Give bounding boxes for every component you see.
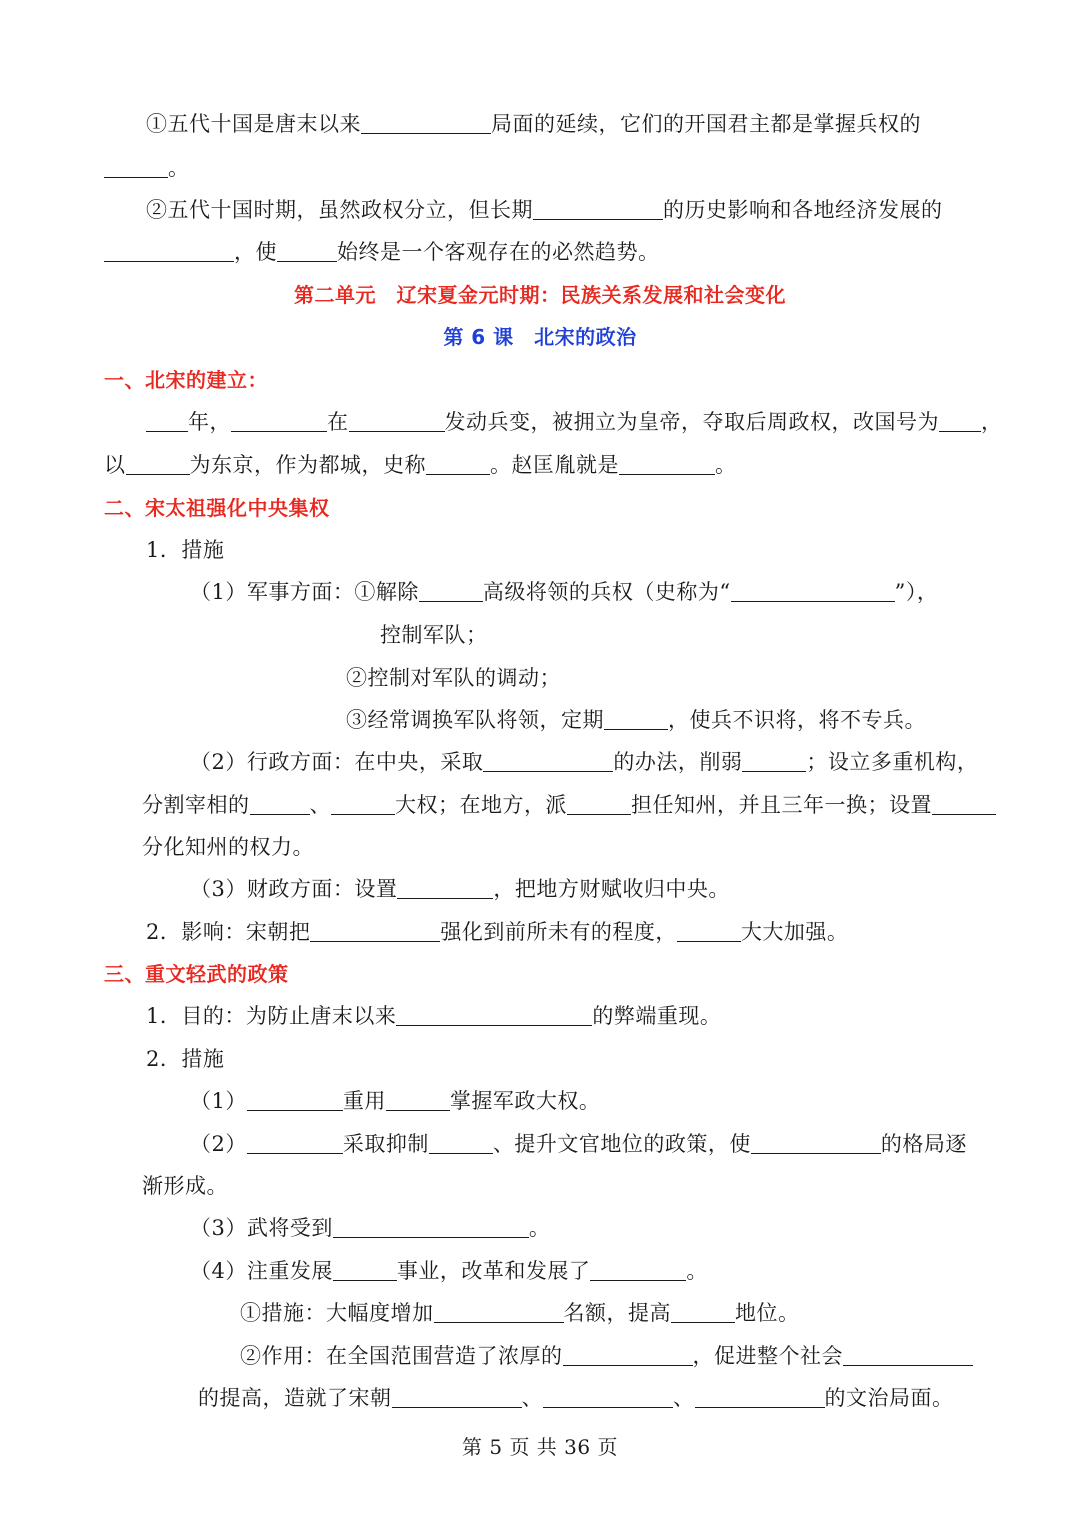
text: 的办法，削弱 bbox=[613, 750, 743, 774]
blank[interactable] bbox=[677, 919, 741, 942]
blank[interactable] bbox=[742, 749, 806, 772]
s2-measures-label: 1．措施 bbox=[146, 538, 225, 562]
text: 。 bbox=[528, 1216, 551, 1240]
blank[interactable] bbox=[349, 409, 445, 432]
text: 。 bbox=[168, 156, 190, 180]
text: （3）武将受到 bbox=[190, 1216, 333, 1240]
blank[interactable] bbox=[434, 1300, 564, 1323]
text: 名额，提高 bbox=[563, 1301, 671, 1325]
s2-military-line bbox=[190, 578, 938, 606]
blank[interactable] bbox=[695, 1385, 825, 1408]
blank[interactable] bbox=[671, 1300, 735, 1323]
text: 在 bbox=[327, 410, 349, 434]
text: 大权；在地方，派 bbox=[395, 793, 567, 817]
text: 的历史影响和各地经济发展的 bbox=[663, 198, 943, 222]
s2-impact-line bbox=[146, 918, 848, 946]
text: 局面的延续，它们的开国君主都是掌握兵权的 bbox=[491, 112, 921, 136]
text: 地位。 bbox=[735, 1301, 800, 1325]
text: 。赵匡胤就是 bbox=[490, 453, 619, 477]
text: 为东京，作为都城，史称 bbox=[189, 453, 426, 477]
s3-measure-4-2 bbox=[240, 1342, 973, 1370]
blank[interactable] bbox=[247, 1131, 343, 1154]
text: 、提升文官地位的政策，使 bbox=[492, 1132, 751, 1156]
text: ， bbox=[981, 410, 1003, 434]
blank[interactable] bbox=[386, 1088, 450, 1111]
blank[interactable] bbox=[126, 452, 190, 475]
blank[interactable] bbox=[543, 1385, 673, 1408]
text: 采取抑制 bbox=[342, 1132, 429, 1156]
intro-line-3 bbox=[146, 196, 943, 224]
page-number: 第 5 页 共 36 页 bbox=[462, 1435, 618, 1459]
text: 的格局逐 bbox=[880, 1132, 967, 1156]
s3-measure-2-cont: 渐形成。 bbox=[142, 1174, 228, 1198]
blank[interactable] bbox=[250, 792, 310, 815]
text: 分割宰相的 bbox=[142, 793, 250, 817]
text: ；设立多重机构， bbox=[806, 750, 979, 774]
s3-measure-2 bbox=[190, 1130, 967, 1158]
text: ，促进整个社会 bbox=[692, 1344, 843, 1368]
s3-measure-4-1 bbox=[240, 1299, 800, 1327]
text: ③经常调换军队将领，定期 bbox=[346, 708, 604, 732]
text: 的文治局面。 bbox=[824, 1386, 954, 1410]
text: 始终是一个客观存在的必然趋势。 bbox=[337, 240, 660, 264]
blank[interactable] bbox=[731, 579, 895, 602]
s3-measures-label: 2．措施 bbox=[146, 1047, 225, 1071]
blank[interactable] bbox=[310, 919, 440, 942]
s2-admin-line-1 bbox=[190, 748, 978, 776]
text: 的弊端重现。 bbox=[592, 1004, 722, 1028]
s3-measure-1 bbox=[190, 1087, 600, 1115]
s2-military-3 bbox=[346, 706, 926, 734]
s2-admin-line-2 bbox=[142, 791, 996, 819]
s2-finance-line bbox=[190, 875, 730, 903]
intro-line-1 bbox=[146, 110, 921, 138]
text: 的提高，造就了宋朝 bbox=[198, 1386, 392, 1410]
text: 、 bbox=[673, 1386, 695, 1410]
text: 掌握军政大权。 bbox=[449, 1089, 601, 1113]
lesson-title: 第 6 课 北宋的政治 bbox=[443, 325, 637, 349]
text: （2）行政方面：在中央，采取 bbox=[190, 750, 484, 774]
blank[interactable] bbox=[146, 409, 188, 432]
text: 1．目的：为防止唐末以来 bbox=[146, 1004, 397, 1028]
text: ，把地方财赋收归中央。 bbox=[493, 877, 730, 901]
blank[interactable] bbox=[104, 239, 234, 262]
blank[interactable] bbox=[333, 1258, 397, 1281]
text: 以 bbox=[104, 453, 126, 477]
text: （3）财政方面：设置 bbox=[190, 877, 398, 901]
blank[interactable] bbox=[429, 1131, 493, 1154]
text: 2．影响：宋朝把 bbox=[146, 920, 311, 944]
text: 年， bbox=[188, 410, 231, 434]
s3-measure-4 bbox=[190, 1257, 708, 1285]
text: （2） bbox=[190, 1132, 247, 1156]
s1-line-2 bbox=[104, 451, 737, 479]
s3-goal-line bbox=[146, 1002, 721, 1030]
text: ，使 bbox=[234, 240, 277, 264]
text: 事业，改革和发展了 bbox=[396, 1259, 591, 1283]
text: 、 bbox=[521, 1386, 543, 1410]
blank[interactable] bbox=[843, 1343, 973, 1366]
s2-military-2: ②控制对军队的调动； bbox=[346, 666, 561, 690]
blank[interactable] bbox=[590, 1258, 686, 1281]
text: 。 bbox=[715, 453, 737, 477]
blank[interactable] bbox=[426, 452, 490, 475]
s2-military-sub: 控制军队； bbox=[380, 623, 488, 647]
text: 、 bbox=[309, 793, 331, 817]
text: ，使兵不识将，将不专兵。 bbox=[668, 708, 926, 732]
text: （4）注重发展 bbox=[190, 1259, 333, 1283]
blank[interactable] bbox=[939, 409, 981, 432]
blank[interactable] bbox=[392, 1385, 522, 1408]
unit-title: 第二单元 辽宋夏金元时期：民族关系发展和社会变化 bbox=[294, 283, 786, 307]
blank[interactable] bbox=[604, 707, 668, 730]
blank[interactable] bbox=[331, 792, 395, 815]
text: （1） bbox=[190, 1089, 247, 1113]
blank[interactable] bbox=[333, 1215, 529, 1238]
s1-line-1 bbox=[146, 408, 1003, 436]
blank[interactable] bbox=[231, 409, 327, 432]
text: 高级将领的兵权（史称为“ bbox=[482, 580, 731, 604]
text: 。 bbox=[686, 1259, 708, 1283]
blank[interactable] bbox=[277, 239, 337, 262]
blank[interactable] bbox=[396, 1003, 592, 1026]
s2-admin-line-3: 分化知州的权力。 bbox=[142, 835, 314, 859]
blank[interactable] bbox=[533, 197, 663, 220]
blank[interactable] bbox=[567, 792, 631, 815]
text: ①措施：大幅度增加 bbox=[240, 1301, 434, 1325]
blank[interactable] bbox=[751, 1131, 881, 1154]
blank[interactable] bbox=[419, 579, 483, 602]
blank[interactable] bbox=[619, 452, 715, 475]
s3-measure-3 bbox=[190, 1214, 550, 1242]
text: 强化到前所未有的程度， bbox=[440, 920, 677, 944]
text: ”）， bbox=[894, 580, 939, 604]
text: 发动兵变，被拥立为皇帝，夺取后周政权，改国号为 bbox=[444, 410, 939, 434]
blank[interactable] bbox=[932, 792, 996, 815]
section-2-heading: 二、宋太祖强化中央集权 bbox=[104, 496, 330, 520]
text: 担任知州，并且三年一换；设置 bbox=[631, 793, 932, 817]
intro-line-2 bbox=[104, 154, 190, 182]
blank[interactable] bbox=[247, 1088, 343, 1111]
intro-line-4 bbox=[104, 238, 660, 266]
blank[interactable] bbox=[104, 155, 168, 178]
text: ②作用：在全国范围营造了浓厚的 bbox=[240, 1344, 563, 1368]
section-3-heading: 三、重文轻武的政策 bbox=[104, 962, 289, 986]
text: 重用 bbox=[342, 1089, 386, 1113]
blank[interactable] bbox=[563, 1343, 693, 1366]
blank[interactable] bbox=[483, 749, 613, 772]
blank[interactable] bbox=[361, 111, 491, 134]
text: ①五代十国是唐末以来 bbox=[146, 112, 361, 136]
s3-measure-4-2-cont bbox=[198, 1384, 954, 1412]
section-1-heading: 一、北宋的建立： bbox=[104, 368, 268, 392]
text: ②五代十国时期，虽然政权分立，但长期 bbox=[146, 198, 533, 222]
text: 大大加强。 bbox=[740, 920, 849, 944]
text: （1）军事方面：①解除 bbox=[190, 580, 419, 604]
blank[interactable] bbox=[397, 876, 493, 899]
